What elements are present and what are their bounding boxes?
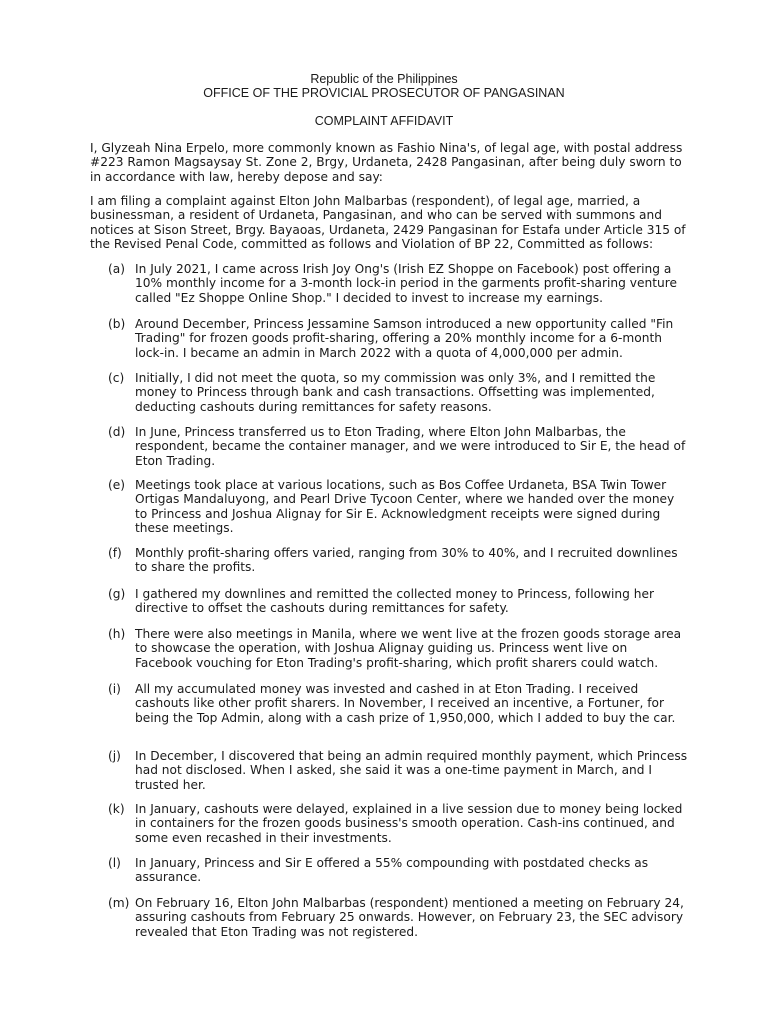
item-label: (m): [108, 896, 130, 910]
header-office: OFFICE OF THE PROVICIAL PROSECUTOR OF PANGASINAN: [203, 86, 565, 100]
item-text: There were also meetings in Manila, where we went live at the frozen goods storage area to showcase the operation, with Joshua Alignay guiding us. Princess went live on Facebook vouching for Eton Trading's profit-sharing, which profit sharers could watch.: [135, 627, 682, 670]
item-label: (i): [108, 682, 121, 696]
intro-paragraph: I, Glyzeah Nina Erpelo, more commonly known as Fashio Nina's, of legal age, with postal address #223 Ramon Magsaysay St. Zone 2, Brgy, Urdaneta, 2428 Pangasinan, after being duly sworn to in accordance with law, hereby depose and say:: [90, 141, 683, 184]
item-label: (h): [108, 627, 126, 641]
item-label: (g): [108, 587, 126, 601]
item-text: I gathered my downlines and remitted the collected money to Princess, following her directive to offset the cashouts during remittances for safety.: [135, 587, 654, 616]
item-label: (a): [108, 262, 125, 276]
item-text: On February 16, Elton John Malbarbas (respondent) mentioned a meeting on February 24, assuring cashouts from February 25 onwards. However, on February 23, the SEC advisory revealed that Eton Trading was not registered.: [135, 896, 684, 939]
header-republic: Republic of the Philippines: [310, 72, 458, 86]
item-text: In January, cashouts were delayed, explained in a live session due to money being locked in containers for the frozen goods business's smooth operation. Cash-ins continued, and some even recashed in their investments.: [135, 802, 683, 845]
item-label: (d): [108, 425, 126, 439]
allegation-item: [108, 682, 688, 725]
allegation-item: [108, 802, 688, 845]
allegation-item: [108, 587, 688, 616]
item-text: In January, Princess and Sir E offered a 55% compounding with postdated checks as assurance.: [135, 856, 649, 885]
complaint-paragraph: I am filing a complaint against Elton John Malbarbas (respondent), of legal age, married, a businessman, a resident of Urdaneta, Pangasinan, and who can be served with summons and notices at Sison Street, Brgy. Bayaoas, Urdaneta, 2429 Pangasinan for Estafa under Article 315 of the Revised Penal Code, committed as follows and Violation of BP 22, Committed as follows:: [90, 194, 686, 252]
allegation-item: [108, 896, 688, 939]
document-title: COMPLAINT AFFIDAVIT: [314, 114, 454, 128]
item-text: In June, Princess transferred us to Eton Trading, where Elton John Malbarbas, the respondent, became the container manager, and we were introduced to Sir E, the head of Eton Trading.: [135, 425, 686, 468]
allegation-item: [108, 425, 688, 468]
item-text: All my accumulated money was invested and cashed in at Eton Trading. I received cashouts like other profit sharers. In November, I received an incentive, a Fortuner, for being the Top Admin, along with a cash prize of 1,950,000, which I added to buy the car.: [135, 682, 676, 725]
item-label: (f): [108, 546, 122, 560]
item-text: In July 2021, I came across Irish Joy Ong's (Irish EZ Shoppe on Facebook) post offering a 10% monthly income for a 3-month lock-in period in the garments profit-sharing venture called "Ez Shoppe Online Shop." I decided to invest to increase my earnings.: [135, 262, 677, 305]
allegation-item: [108, 317, 688, 360]
allegation-item: [108, 856, 688, 885]
allegation-item: [108, 749, 688, 792]
item-text: Monthly profit-sharing offers varied, ranging from 30% to 40%, and I recruited downlines to share the profits.: [135, 546, 678, 575]
allegation-item: [108, 478, 688, 536]
allegation-item: [108, 627, 688, 670]
item-text: Initially, I did not meet the quota, so my commission was only 3%, and I remitted the money to Princess through bank and cash transactions. Offsetting was implemented, deducting cashouts during remittances for safety reasons.: [135, 371, 656, 414]
allegation-item: [108, 546, 688, 575]
item-text: Meetings took place at various locations, such as Bos Coffee Urdaneta, BSA Twin Tower Ortigas Mandaluyong, and Pearl Drive Tycoon Center, where we handed over the money to Princess and Joshua Alignay for Sir E. Acknowledgment receipts were signed during these meetings.: [135, 478, 675, 536]
item-label: (j): [108, 749, 121, 763]
item-label: (l): [108, 856, 121, 870]
item-label: (c): [108, 371, 125, 385]
item-label: (e): [108, 478, 126, 492]
item-label: (k): [108, 802, 125, 816]
allegation-item: [108, 371, 688, 414]
item-text: Around December, Princess Jessamine Samson introduced a new opportunity called "Fin Trading" for frozen goods profit-sharing, offering a 20% monthly income for a 6-month lock-in. I became an admin in March 2022 with a quota of 4,000,000 per admin.: [135, 317, 674, 360]
item-text: In December, I discovered that being an admin required monthly payment, which Princess had not disclosed. When I asked, she said it was a one-time payment in March, and I trusted her.: [135, 749, 688, 792]
item-label: (b): [108, 317, 126, 331]
allegation-item: [108, 262, 688, 305]
